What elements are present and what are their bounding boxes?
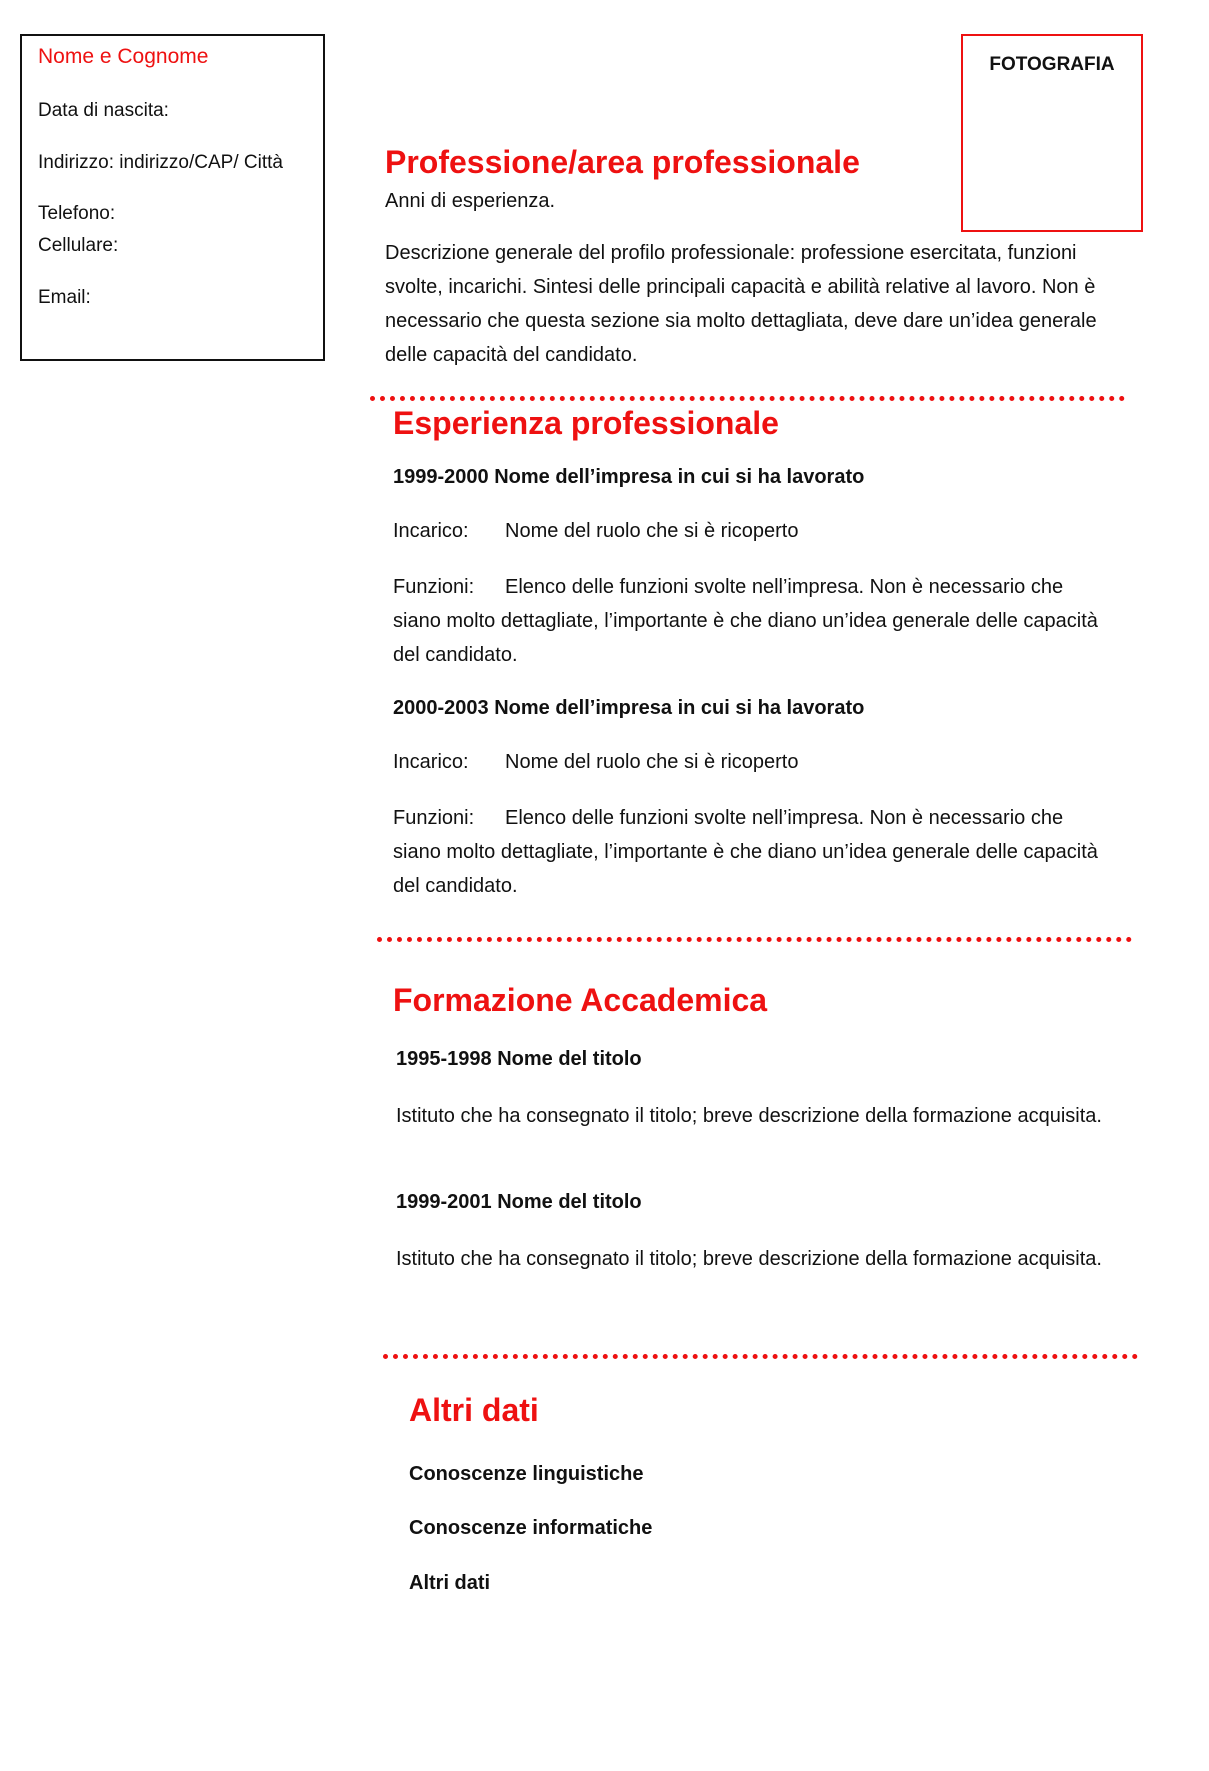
job-header: 2000-2003 Nome dell’impresa in cui si ha lavorato (393, 697, 865, 719)
profile-description: Descrizione generale del profilo professionale: professione esercitata, funzioni svolte, incarichi. Sintesi delle principali capacità e abilità relative al lavoro. Non è necessario che questa sezione sia molto dettagliata, deve dare un’idea generale delle capacità del candidato. (385, 242, 1097, 366)
other-item: Conoscenze linguistiche (409, 1463, 644, 1485)
contact-email: Email: (38, 287, 91, 308)
job-role-label: Incarico: (393, 751, 469, 773)
education-description: Istituto che ha consegnato il titolo; breve descrizione della formazione acquisita. (396, 1248, 1102, 1270)
job-functions-label: Funzioni: (393, 576, 475, 598)
contact-mobile: Cellulare: (38, 235, 119, 256)
contact-name: Nome e Cognome (38, 45, 209, 68)
contact-phone: Telefono: (38, 203, 116, 224)
profile-title: Professione/area professionale (385, 144, 860, 180)
education-header: 1995-1998 Nome del titolo (396, 1048, 642, 1070)
job-role-label: Incarico: (393, 520, 469, 542)
education-description: Istituto che ha consegnato il titolo; breve descrizione della formazione acquisita. (396, 1105, 1102, 1127)
section-divider (377, 937, 1132, 942)
job-role (393, 514, 798, 548)
education-header: 1999-2001 Nome del titolo (396, 1191, 642, 1213)
job-functions-value: Elenco delle funzioni svolte nell’impresa. Non è necessario che siano molto dettagliate, l’importante è che diano un’idea generale delle capacità del candidato. (393, 576, 1098, 666)
experience-title: Esperienza professionale (393, 405, 779, 441)
job-functions-value: Elenco delle funzioni svolte nell’impresa. Non è necessario che siano molto dettagliate, l’importante è che diano un’idea generale delle capacità del candidato. (393, 807, 1098, 897)
other-item: Altri dati (409, 1572, 491, 1594)
job-role (393, 745, 798, 779)
education-title: Formazione Accademica (393, 982, 768, 1018)
job-role-value: Nome del ruolo che si è ricoperto (505, 751, 799, 773)
photo-placeholder (961, 34, 1143, 232)
section-divider (370, 396, 1125, 401)
profile-years: Anni di esperienza. (385, 190, 556, 212)
job-functions-label: Funzioni: (393, 807, 475, 829)
contact-box (20, 34, 325, 361)
job-role-value: Nome del ruolo che si è ricoperto (505, 520, 799, 542)
contact-address: Indirizzo: indirizzo/CAP/ Città (38, 152, 283, 173)
section-divider (383, 1354, 1138, 1359)
contact-birth-date: Data di nascita: (38, 100, 169, 121)
job-functions (393, 801, 1113, 903)
photo-label: FOTOGRAFIA (989, 54, 1115, 75)
job-header: 1999-2000 Nome dell’impresa in cui si ha lavorato (393, 466, 865, 488)
other-title: Altri dati (409, 1392, 539, 1428)
other-item: Conoscenze informatiche (409, 1517, 653, 1539)
job-functions (393, 570, 1113, 672)
